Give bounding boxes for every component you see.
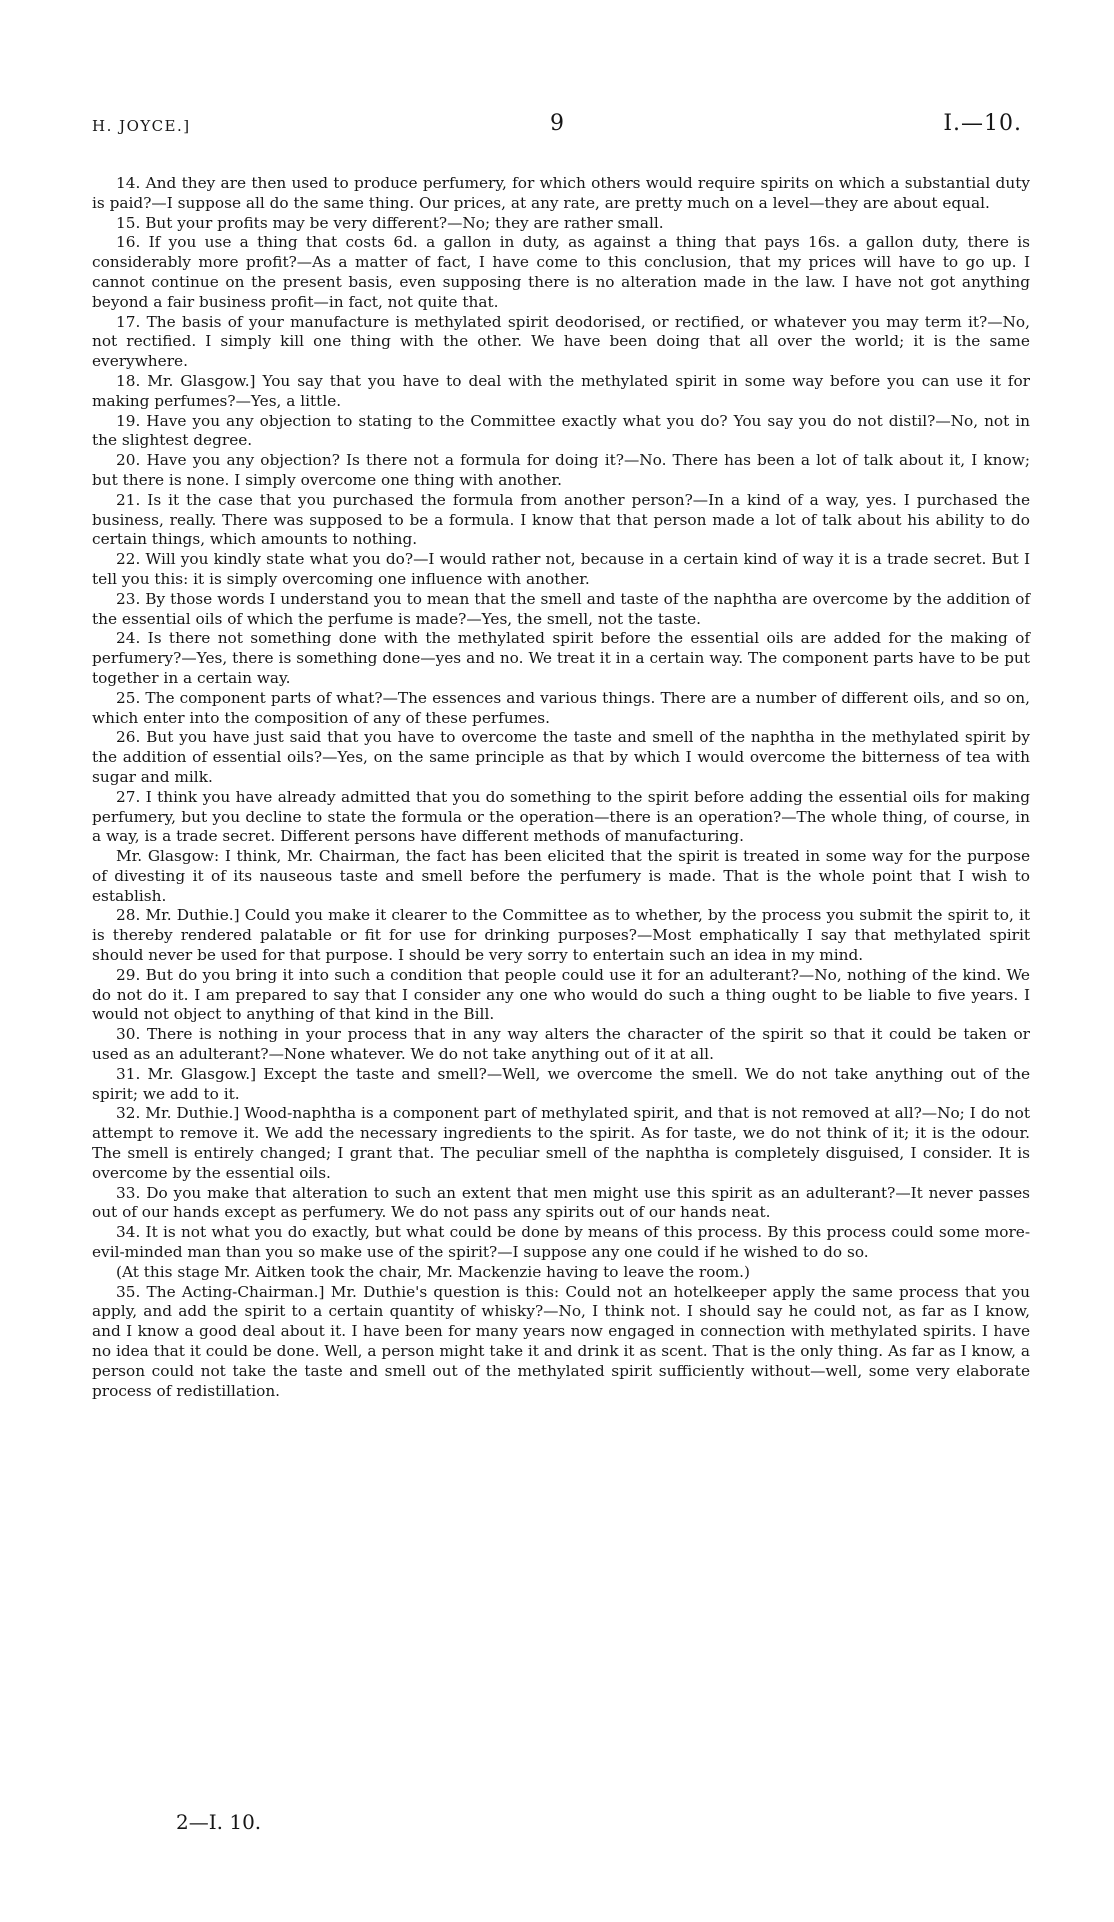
stage-direction: (At this stage Mr. Aitken took the chair, Mr. Mackenzie having to leave the room.) xyxy=(116,1262,750,1281)
paragraph-20: 20. Have you any objection? Is there not a formula for doing it?—No. There has been a lot of talk about it, I know; but there is none. I simply overcome one thing with another. xyxy=(92,451,1030,489)
paragraph-31: 31. Mr. Glasgow.] Except the taste and smell?—Well, we overcome the smell. We do not take anything out of the spirit; we add to it. xyxy=(92,1064,1030,1103)
document-reference: I.—10. xyxy=(943,111,1022,136)
paragraph-35: 35. The Acting-Chairman.] Mr. Duthie's question is this: Could not an hotelkeeper apply the same process that you apply, and add the spirit to a certain quantity of whisky?—No, I think not. I should say he could not, as far as I know, and I know a good deal about it. I have been for many years now engaged in connection with methylated spirits. I have no idea that it could be done. Well, a person might take it and drink it as scent. That is the only thing. As far as I know, a person could not take the taste and smell out of the methylated spirit sufficiently without—well, some very elaborate process of redistillation. xyxy=(92,1282,1030,1400)
paragraph-22: 22. Will you kindly state what you do?—I would rather not, because in a certain kind of way it is a trade secret. But I tell you this: it is simply overcoming one influence with another. xyxy=(92,550,1030,588)
signature-mark: 2—I. 10. xyxy=(176,1810,262,1834)
paragraph-21: 21. Is it the case that you purchased the formula from another person?—In a kind of a way, yes. I purchased the business, really. There was supposed to be a formula. I know that that person made a lot of talk about his ability to do certain things, which amounts to nothing. xyxy=(92,490,1030,549)
paragraph-16: 16. If you use a thing that costs 6d. a gallon in duty, as against a thing that pays 16s. a gallon duty, there is considerably more profit?—As a matter of fact, I have come to this conclusion, that my prices will have to go up. I cannot continue on the present basis, even supposing there is no alteration made in the law. I have not got anything beyond a fair business profit—in fact, not quite that. xyxy=(92,233,1030,311)
paragraph-15: 15. But your profits may be very different?—No; they are rather small. xyxy=(116,213,664,232)
paragraph-25: 25. The component parts of what?—The essences and various things. There are a number of different oils, and so on, which enter into the composition of any of these perfumes. xyxy=(92,688,1030,727)
paragraph-24: 24. Is there not something done with the methylated spirit before the essential oils are added for the making of perfumery?—Yes, there is something done—yes and no. We treat it in a certain way. The component parts have to be put together in a certain way. xyxy=(92,629,1030,687)
paragraph-glasgow-statement: Mr. Glasgow: I think, Mr. Chairman, the fact has been elicited that the spirit is treated in some way for the purpose of divesting it of its nauseous taste and smell before the perfumery is made. That is the whole point that I wish to establish. xyxy=(92,847,1030,905)
page-number: 9 xyxy=(550,111,564,136)
paragraph-14: 14. And they are then used to produce perfumery, for which others would require spirits on which a substantial duty is paid?—I suppose all do the same thing. Our prices, at any rate, are pretty much on a level—they are about equal. xyxy=(92,174,1030,212)
testimony-text xyxy=(92,174,1030,1401)
paragraph-18: 18. Mr. Glasgow.] You say that you have to deal with the methylated spirit in some way before you can use it for making perfumes?—Yes, a little. xyxy=(92,371,1030,410)
page-header xyxy=(92,113,1022,143)
paragraph-33: 33. Do you make that alteration to such an extent that men might use this spirit as an adulterant?—It never passes out of our hands except as perfumery. We do not pass any spirits out of our hands neat. xyxy=(92,1183,1030,1222)
paragraph-27: 27. I think you have already admitted that you do something to the spirit before adding the essential oils for making perfumery, but you decline to state the formula or the operation—there is an operation?—The whole thing, of course, in a way, is a trade secret. Different persons have different methods of manufacturing. xyxy=(92,787,1030,846)
paragraph-19: 19. Have you any objection to stating to the Committee exactly what you do? You say you do not distil?—No, not in the slightest degree. xyxy=(92,411,1030,450)
paragraph-29: 29. But do you bring it into such a condition that people could use it for an adulterant?—No, nothing of the kind. We do not do it. I am prepared to say that I consider any one who would do such a thing ought to be liable to five years. I would not object to anything of that kind in the Bill. xyxy=(92,965,1030,1024)
paragraph-30: 30. There is nothing in your process that in any way alters the character of the spirit so that it could be taken or used as an adulterant?—None whatever. We do not take anything out of it at all. xyxy=(92,1025,1030,1064)
paragraph-23: 23. By those words I understand you to mean that the smell and taste of the naphtha are overcome by the addition of the essential oils of which the perfume is made?—Yes, the smell, not the taste. xyxy=(92,589,1030,628)
paragraph-28: 28. Mr. Duthie.] Could you make it clearer to the Committee as to whether, by the process you submit the spirit to, it is thereby rendered palatable or fit for use for drinking purposes?—Most emphatically I say that methylated spirit should never be used for that purpose. I should be very sorry to entertain such an idea in my mind. xyxy=(92,906,1030,965)
paragraph-26: 26. But you have just said that you have to overcome the taste and smell of the naphtha in the methylated spirit by the addition of essential oils?—Yes, on the same principle as that by which I would overcome the bitterness of tea with sugar and milk. xyxy=(92,728,1030,786)
paragraph-17: 17. The basis of your manufacture is methylated spirit deodorised, or rectified, or whatever you may term it?—No, not rectified. I simply kill one thing with the other. We have been doing that all over the world; it is the same everywhere. xyxy=(92,312,1030,371)
witness-name-header: H. JOYCE.] xyxy=(92,117,191,135)
paragraph-34: 34. It is not what you do exactly, but what could be done by means of this process. By this process could some more-evil-minded man than you so make use of the spirit?—I suppose any one could if he wished to do so. xyxy=(92,1223,1030,1262)
paragraph-32: 32. Mr. Duthie.] Wood-naphtha is a component part of methylated spirit, and that is not removed at all?—No; I do not attempt to remove it. We add the necessary ingredients to the spirit. As for taste, we do not think of it; it is the odour. The smell is entirely changed; I grant that. The peculiar smell of the naphtha is completely disguised, I consider. It is overcome by the essential oils. xyxy=(92,1104,1030,1182)
